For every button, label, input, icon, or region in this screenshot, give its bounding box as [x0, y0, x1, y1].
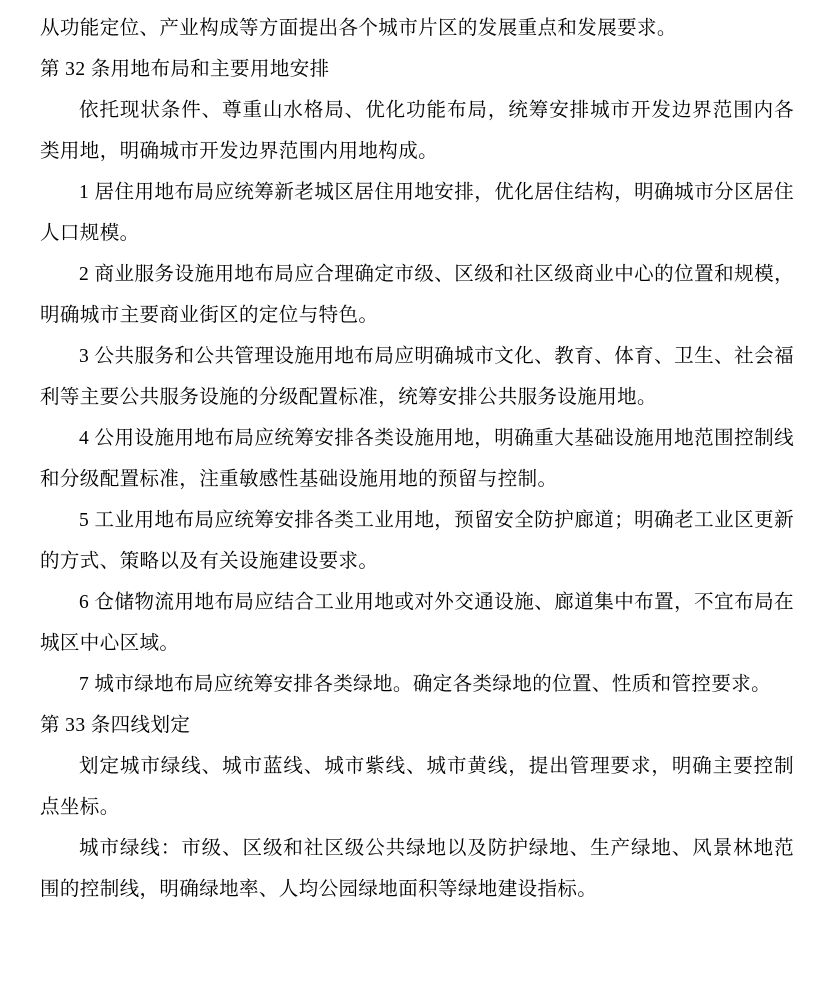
paragraph-intro: 从功能定位、产业构成等方面提出各个城市片区的发展重点和发展要求。 — [40, 18, 677, 39]
paragraph-article-33-green-line: 城市绿线：市级、区级和社区级公共绿地以及防护绿地、生产绿地、风景林地范围的控制线，明确绿地率、人均公园绿地面积等绿地建设指标。 — [40, 838, 794, 900]
paragraph-article-33-lead: 划定城市绿线、城市蓝线、城市紫线、城市黄线，提出管理要求，明确主要控制点坐标。 — [40, 756, 794, 818]
paragraph-article-32-item-4: 4 公用设施用地布局应统筹安排各类设施用地，明确重大基础设施用地范围控制线和分级配置标准，注重敏感性基础设施用地的预留与控制。 — [40, 428, 794, 490]
paragraph-article-32-item-1: 1 居住用地布局应统筹新老城区居住用地安排，优化居住结构，明确城市分区居住人口规模。 — [40, 182, 794, 244]
paragraph-article-32-item-3: 3 公共服务和公共管理设施用地布局应明确城市文化、教育、体育、卫生、社会福利等主要公共服务设施的分级配置标准，统筹安排公共服务设施用地。 — [40, 346, 794, 408]
heading-article-32: 第 32 条用地布局和主要用地安排 — [40, 59, 330, 80]
paragraph-article-32-item-6: 6 仓储物流用地布局应结合工业用地或对外交通设施、廊道集中布置，不宜布局在城区中心区域。 — [40, 592, 794, 654]
paragraph-article-32-item-5: 5 工业用地布局应统筹安排各类工业用地，预留安全防护廊道；明确老工业区更新的方式、策略以及有关设施建设要求。 — [40, 510, 794, 572]
paragraph-article-32-lead: 依托现状条件、尊重山水格局、优化功能布局，统筹安排城市开发边界范围内各类用地，明确城市开发边界范围内用地构成。 — [40, 100, 794, 162]
heading-article-33: 第 33 条四线划定 — [40, 715, 191, 736]
paragraph-article-32-item-7: 7 城市绿地布局应统筹安排各类绿地。确定各类绿地的位置、性质和管控要求。 — [79, 674, 772, 695]
paragraph-article-32-item-2: 2 商业服务设施用地布局应合理确定市级、区级和社区级商业中心的位置和规模，明确城市主要商业街区的定位与特色。 — [40, 264, 794, 326]
